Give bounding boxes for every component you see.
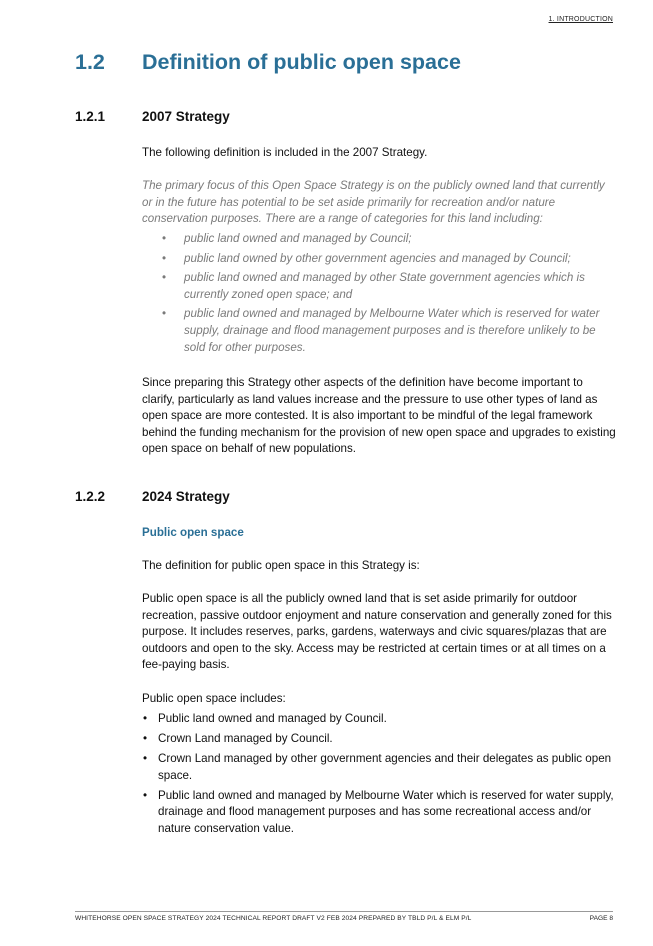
subsection-title: 2007 Strategy bbox=[142, 109, 230, 124]
list-item: • Public land owned and managed by Melbourne Water which is reserved for water supply, drainage and flood management purposes and has some recreational access and/or nature conservation value. bbox=[143, 788, 614, 836]
running-header: 1. INTRODUCTION bbox=[548, 16, 613, 23]
section-title: Definition of public open space bbox=[142, 50, 461, 74]
list-item: • Crown Land managed by other government agencies and their delegates as public open space. bbox=[143, 752, 612, 782]
includes-list bbox=[142, 711, 617, 841]
intro-2007: The following definition is included in the 2007 Strategy. bbox=[142, 146, 428, 159]
list-item: • Crown Land managed by Council. bbox=[142, 731, 617, 748]
list-item: • public land owned and managed by other State government agencies which is currently zoned open space; and bbox=[162, 271, 585, 301]
list-item: • Public land owned and managed by Council. bbox=[142, 711, 617, 728]
subsection-title: 2024 Strategy bbox=[142, 489, 230, 504]
bullet-icon: • bbox=[143, 712, 148, 725]
bullet-icon: • bbox=[162, 232, 167, 245]
footer-divider bbox=[75, 911, 613, 912]
subsection-heading-2007 bbox=[75, 109, 615, 124]
subsection-heading-2024 bbox=[75, 489, 615, 504]
bullet-icon: • bbox=[162, 251, 167, 265]
list-item: • public land owned by other government agencies and managed by Council; bbox=[142, 251, 617, 268]
footer-page-number: PAGE 8 bbox=[589, 915, 613, 922]
quote-list-2007 bbox=[142, 231, 617, 359]
includes-label: Public open space includes: bbox=[142, 692, 286, 705]
quote-2007: The primary focus of this Open Space Strategy is on the publicly owned land that currently or in the future has potential to be set aside primarily for recreation and/or nature conservation purposes. There are a range of categories for this land including: bbox=[142, 179, 605, 226]
list-item: • public land owned and managed by Melbourne Water which is reserved for water supply, drainage and flood management purposes and is therefore unlikely to be sold for other purposes. bbox=[162, 307, 600, 354]
bullet-icon: • bbox=[143, 752, 148, 766]
subsection-number: 1.2.2 bbox=[75, 489, 106, 504]
bullet-icon: • bbox=[162, 307, 167, 321]
intro-2024: The definition for public open space in this Strategy is: bbox=[142, 559, 420, 572]
bullet-icon: • bbox=[143, 732, 148, 746]
definition-2024: Public open space is all the publicly owned land that is set aside primarily for outdoor recreation, passive outdoor enjoyment and nature conservation and generally zoned for this purpose. It includes reserves, parks, gardens, waterways and civic squares/plazas that are outdoors and open to the sky. Access may be restricted at certain times or at all times on a fee-paying basis. bbox=[142, 592, 612, 672]
footer-document-info: WHITEHORSE OPEN SPACE STRATEGY 2024 TECHNICAL REPORT DRAFT V2 FEB 2024 PREPARED BY TBLD P/L & ELM P/L bbox=[75, 915, 472, 922]
bullet-icon: • bbox=[162, 271, 167, 285]
subsection-number: 1.2.1 bbox=[75, 109, 106, 124]
public-open-space-subheading: Public open space bbox=[142, 526, 244, 539]
section-heading bbox=[75, 50, 615, 75]
section-number: 1.2 bbox=[75, 50, 105, 74]
list-item: • public land owned and managed by Council; bbox=[142, 231, 617, 248]
bullet-icon: • bbox=[143, 788, 148, 802]
commentary-2007: Since preparing this Strategy other aspects of the definition have become important to clarify, particularly as land values increase and the pressure to use other types of land as open space are more contested. It is also important to be mindful of the legal framework behind the funding mechanism for the provision of new open space and upgrades to existing open space on behalf of new populations. bbox=[142, 376, 616, 456]
